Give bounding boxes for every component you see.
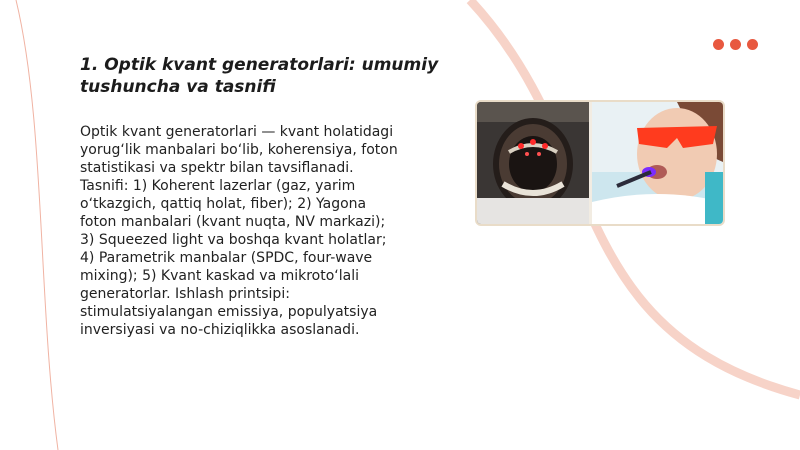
mouth-retractor-closeup-image — [477, 102, 589, 224]
slide-body-text: Optik kvant generatorlari — kvant holatidagi yorug‘lik manbalari bo‘lib, koherensiya, foton statistikasi va spektr bilan tavsiflanadi. Tasnifi: 1) Koherent lazerlar (gaz, yarim o‘tkazgich, qattiq holat, fiber); 2) Yagona foton manbalari (kvant nuqta, NV markazi); 3) Squeezed light va boshqa kvant holatlar; 4) Parametrik manbalar (SPDC, four-wave mixing); 5) Kvant kaskad va mikroto‘lali generatorlar. Ishlash printsipi: stimulatsiyalangan emissiya, populyatsiya inversiyasi va no-chiziqlikka asoslanadi. — [80, 124, 398, 338]
dot-icon — [713, 39, 724, 50]
slide-title: 1. Optik kvant generatorlari: umumiy tushuncha va tasnifi — [80, 55, 439, 97]
patient-with-curing-light-image — [592, 102, 723, 224]
menu-dots-icon — [713, 39, 758, 50]
dot-icon — [747, 39, 758, 50]
dental-procedure-photo — [475, 100, 725, 226]
dot-icon — [730, 39, 741, 50]
